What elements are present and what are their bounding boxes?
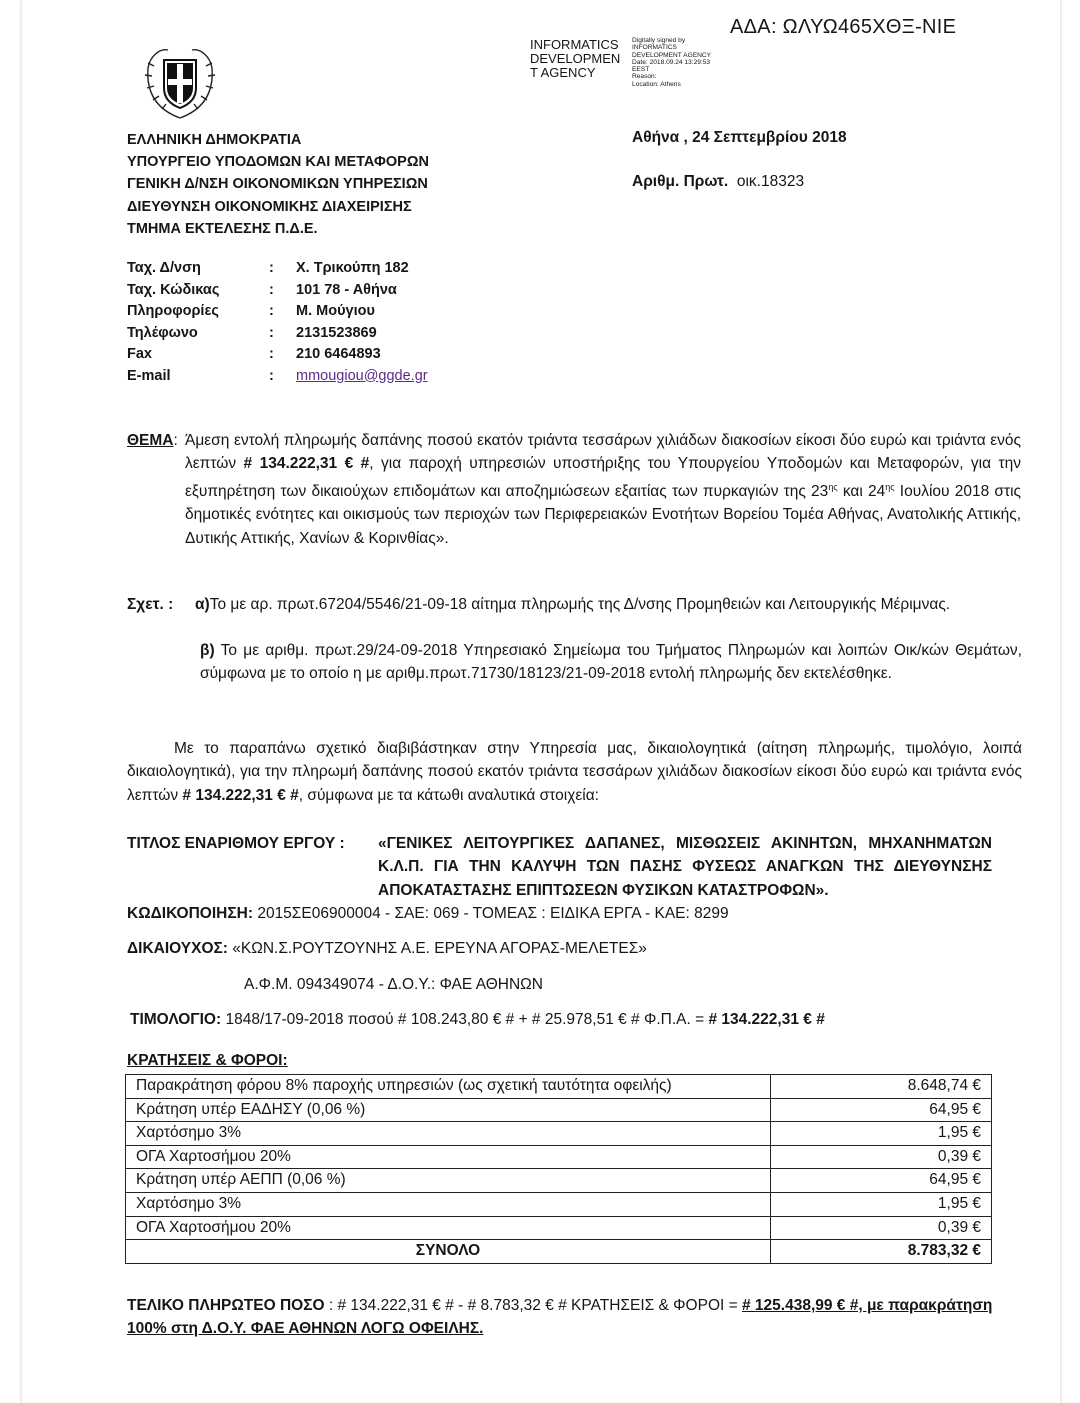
contact-row: [127, 258, 428, 280]
deduction-label: ΟΓΑ Χαρτοσήμου 20%: [126, 1216, 771, 1240]
contact-key: Τηλέφωνο: [127, 324, 198, 341]
contact-row: [127, 323, 428, 345]
deduction-amount: 1,95 €: [771, 1192, 992, 1216]
deduction-amount: 64,95 €: [771, 1098, 992, 1122]
contact-value: Χ. Τρικούπη 182: [296, 260, 409, 276]
project-title-text: «ΓΕΝΙΚΕΣ ΛΕΙΤΟΥΡΓΙΚΕΣ ΔΑΠΑΝΕΣ, ΜΙΣΘΩΣΕΙΣ ΑΚΙΝΗΤΩΝ, ΜΗΧΑΝΗΜΑΤΩΝ Κ.Λ.Π. ΓΙΑ ΤΗΝ ΚΑΛΥΨΗ ΤΩΝ ΠΑΣΗΣ ΦΥΣΕΩΣ ΑΝΑΓΚΩΝ ΤΗΣ ΔΙΕΥΘΥΝΣΗΣ ΑΠΟΚΑΤΑΣΤΑΣΗΣ ΕΠΙΠΤΩΣΕΩΝ ΦΥΣΙΚΩΝ ΚΑΤΑΣΤΡΟΦΩΝ».: [378, 835, 992, 899]
final-result: # 125.438,99 € #, με παρακράτηση 100% στη Δ.Ο.Υ. ΦΑΕ ΑΘΗΝΩΝ ΛΟΓΩ ΟΦΕΙΛΗΣ.: [127, 1297, 993, 1338]
table-row: [126, 1098, 992, 1122]
organization-header: [127, 129, 429, 240]
invoice-total: # 134.222,31 € #: [708, 1011, 825, 1028]
deduction-amount: 1,95 €: [771, 1122, 992, 1146]
signature-detail-line: EEST: [632, 66, 650, 74]
contact-key: Ταχ. Δ/νση: [127, 260, 201, 276]
table-total-row: [126, 1240, 992, 1264]
contact-key: Fax: [127, 346, 152, 362]
protocol-value: οικ.18323: [736, 173, 805, 190]
contact-row: [127, 366, 428, 388]
contact-value: 101 78 - Αθήνα: [296, 281, 397, 298]
table-row: [126, 1075, 992, 1099]
greek-coat-of-arms-icon: [140, 38, 220, 125]
invoice-line: ΤΙΜΟΛΟΓΙΟ: 1848/17-09-2018 ποσού # 108.243,80 € # + # 25.978,51 € # Φ.Π.Α. = # 134.222,31 € #: [130, 1011, 825, 1028]
contact-value: Μ. Μούγιου: [296, 303, 375, 319]
total-label: ΣΥΝΟΛΟ: [126, 1240, 771, 1264]
contact-key: Πληροφορίες: [127, 303, 219, 319]
contact-colon: :: [269, 260, 274, 276]
tax-id-line: Α.Φ.Μ. 094349074 - Δ.Ο.Υ.: ΦΑΕ ΑΘΗΝΩΝ: [244, 976, 543, 993]
contact-row: [127, 280, 428, 302]
subject-label: ΘΕΜΑ:: [127, 432, 178, 449]
contact-block: [127, 258, 428, 387]
reference-label: Σχετ. :: [127, 596, 174, 613]
signature-detail-line: Reason:: [632, 73, 657, 81]
contact-value: 2131523869: [296, 324, 377, 341]
deduction-label: Κράτηση υπέρ ΕΑΔΗΣΥ (0,06 %): [126, 1098, 771, 1122]
signature-agency: [530, 38, 620, 80]
org-line: ΥΠΟΥΡΓΕΙΟ ΥΠΟΔΟΜΩΝ ΚΑΙ ΜΕΤΑΦΟΡΩΝ: [127, 154, 429, 171]
contact-key: Ταχ. Κώδικας: [127, 281, 220, 298]
beneficiary-line: ΔΙΚΑΙΟΥΧΟΣ: «ΚΩΝ.Σ.ΡΟΥΤΖΟΥΝΗΣ Α.Ε. ΕΡΕΥΝΑ ΑΓΟΡΑΣ-ΜΕΛΕΤΕΣ»: [127, 940, 647, 957]
reference-a: α)Το με αρ. πρωτ.67204/5546/21-09-18 αίτημα πληρωμής της Δ/νσης Προμηθειών και Λειτουργικής Μέριμνας.: [195, 596, 951, 613]
document-page: [22, 0, 1060, 1403]
contact-colon: :: [269, 346, 274, 362]
final-amount: [127, 1294, 1007, 1341]
document-date: Αθήνα , 24 Σεπτεμβρίου 2018: [632, 129, 847, 146]
deduction-label: Χαρτόσημο 3%: [126, 1122, 771, 1146]
project-title-label: ΤΙΤΛΟΣ ΕΝΑΡΙΘΜΟΥ ΕΡΓΟΥ :: [127, 835, 345, 852]
deduction-label: Κράτηση υπέρ ΑΕΠΠ (0,06 %): [126, 1169, 771, 1193]
contact-colon: :: [269, 303, 274, 319]
signature-detail-line: DEVELOPMENT AGENCY: [632, 51, 712, 59]
contact-key: E-mail: [127, 367, 171, 384]
contact-colon: :: [269, 367, 274, 384]
paragraph-amount: # 134.222,31 € #: [182, 786, 299, 804]
final-calc: : # 134.222,31 € # - # 8.783,32 € # ΚΡΑΤΗΣΕΙΣ & ΦΟΡΟΙ =: [324, 1297, 742, 1314]
body-paragraph: Με το παραπάνω σχετικό διαβιβάστηκαν στην Υπηρεσία μας, δικαιολογητικά (αίτηση πληρωμής, τιμολόγιο, λοιπά δικαιολογητικά), για την πληρωμή δαπάνης ποσού εκατόν τριάντα τεσσάρων χιλιάδων διακοσίων είκοσι δύο ευρώ και τριάντα ενός λεπτών # 134.222,31 € #, σύμφωνα με τα κάτωθι αναλυτικά στοιχεία:: [127, 740, 1022, 804]
contact-row: [127, 344, 428, 366]
final-label: ΤΕΛΙΚΟ ΠΛΗΡΩΤΕΟ ΠΟΣΟ: [127, 1297, 325, 1314]
table-row: [126, 1169, 992, 1193]
table-row: [126, 1192, 992, 1216]
ada-code: ΑΔΑ: ΩΛΥΩ465ΧΘΞ-ΝΙΕ: [730, 16, 957, 38]
org-line: ΔΙΕΥΘΥΝΣΗ ΟΙΚΟΝΟΜΙΚΗΣ ΔΙΑΧΕΙΡΙΣΗΣ: [127, 198, 412, 215]
protocol-number: [632, 173, 804, 191]
deduction-amount: 0,39 €: [771, 1216, 992, 1240]
signature-detail-line: INFORMATICS: [632, 44, 677, 52]
deduction-label: ΟΓΑ Χαρτοσήμου 20%: [126, 1145, 771, 1169]
total-amount: 8.783,32 €: [771, 1240, 992, 1264]
table-row: [126, 1145, 992, 1169]
subject-text: Άμεση εντολή πληρωμής δαπάνης ποσού εκατόν τριάντα τεσσάρων χιλιάδων διακοσίων είκοσι δύο ευρώ και τριάντα ενός λεπτών # 134.222,31 € #, για παροχή υπηρεσιών υποστήριξης του Υπουργείου Υποδομών και Μεταφορών, για την εξυπηρέτηση των δικαιούχων επιδομάτων και αποζημιώσεων εξαιτίας των πυρκαγιών της $23^{\eta\varsigma}$ και $24^{\eta\varsigma}$ Ιουλίου 2018 στις δημοτικές ενότητες και οικισμούς των περιοχών των Περιφερειακών Ενοτήτων Βορείου Τομέα Αθήνας, Ανατολικής Αττικής, Δυτικής Αττικής, Χανίων & Κορινθίας».: [185, 432, 1022, 547]
deduction-amount: 8.648,74 €: [771, 1075, 992, 1099]
org-line: ΓΕΝΙΚΗ Δ/ΝΣΗ ΟΙΚΟΝΟΜΙΚΩΝ ΥΠΗΡΕΣΙΩΝ: [127, 176, 428, 193]
deduction-amount: 0,39 €: [771, 1145, 992, 1169]
contact-colon: :: [269, 324, 274, 341]
org-line: ΤΜΗΜΑ ΕΚΤΕΛΕΣΗΣ Π.Δ.Ε.: [127, 220, 318, 237]
signature-details: [632, 37, 711, 88]
subject-amount: # 134.222,31 € #: [243, 455, 370, 473]
deduction-label: Χαρτόσημο 3%: [126, 1192, 771, 1216]
signature-detail-line: Digitally signed by: [632, 37, 686, 44]
coding-line: ΚΩΔΙΚΟΠΟΙΗΣΗ: 2015ΣΕ06900004 - ΣΑΕ: 069 - ΤΟΜΕΑΣ : ΕΙΔΙΚΑ ΕΡΓΑ - ΚΑΕ: 8299: [127, 905, 729, 922]
protocol-label: Αριθμ. Πρωτ.: [632, 173, 729, 190]
table-row: [126, 1216, 992, 1240]
deductions-heading: ΚΡΑΤΗΣΕΙΣ & ΦΟΡΟΙ:: [127, 1052, 288, 1069]
contact-value: 210 6464893: [296, 346, 381, 362]
signature-detail-line: Location: Athens: [632, 80, 681, 88]
org-line: ΕΛΛΗΝΙΚΗ ΔΗΜΟΚΡΑΤΙΑ: [127, 132, 302, 148]
reference-b: β) Το με αριθμ. πρωτ.29/24-09-2018 Υπηρεσιακό Σημείωμα του Τμήματος Πληρωμών και λοιπών Οικ/κών Θεμάτων, σύμφωνα με το οποίο η με αριθμ.πρωτ.71730/18123/21-09-2018 εντολή πληρωμής δεν εκτελέσθηκε.: [200, 642, 1022, 683]
signature-detail-line: Date: 2018.09.24 13:29:53: [632, 58, 711, 66]
signature-agency-line: INFORMATICS: [530, 37, 619, 52]
table-row: [126, 1122, 992, 1146]
signature-agency-line: DEVELOPMEN: [530, 51, 621, 66]
signature-agency-line: T AGENCY: [530, 65, 596, 80]
deduction-label: Παρακράτηση φόρου 8% παροχής υπηρεσιών (ως σχετική ταυτότητα οφειλής): [126, 1075, 771, 1099]
contact-colon: :: [269, 281, 274, 298]
deduction-amount: 64,95 €: [771, 1169, 992, 1193]
email-link[interactable]: mmougiou@ggde.gr: [296, 367, 428, 384]
deductions-table: [125, 1074, 992, 1264]
contact-row: [127, 301, 428, 323]
